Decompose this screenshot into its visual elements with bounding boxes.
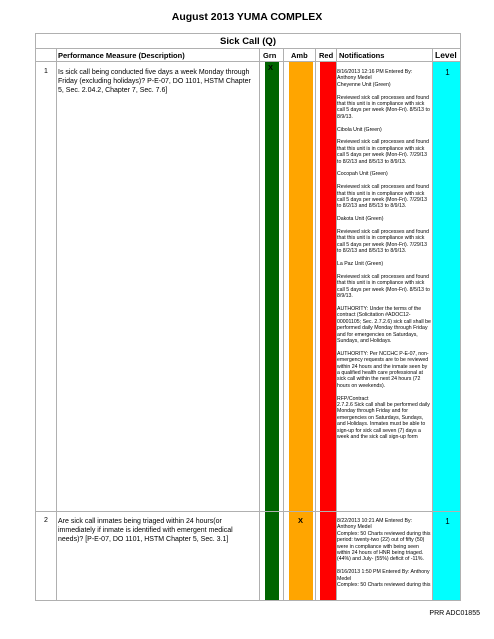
notification-text: Reviewed sick call processes and found that this unit is in compliance with sick call 5 days per week (Mon-Fri). 7/29/13 to 8/2/13 and 8/5/13 to 8/9/13. [337, 184, 429, 210]
notification-text: Reviewed sick call processes and found that this unit is in compliance with sick call 5 days per week (Mon-Fri). 8/5/13 to 8/9/13. [337, 273, 430, 300]
notification-text: RFP/Contract 2.7.2.6 Sick call shall be performed daily Monday through Friday and for emergencies on Saturdays, Sundays, and Holidays. Inmates must be able to sign-up for sick call seven (7) days a week and the sick call sign-up form [337, 395, 430, 440]
green-status-column [265, 62, 279, 600]
notification-text: Dakota Unit (Green) [337, 216, 384, 223]
notification-text: Reviewed sick call processes and found that this unit is in compliance with sick call 5 days per week (Mon-Fri). 7/29/13 to 8/2/13 and 8/5/13 to 8/9/13. [337, 139, 429, 165]
row-number: 2 [44, 517, 48, 524]
notification-text: Reviewed sick call processes and found that this unit is in compliance with sick call 5 days per week (Mon-Fri). 7/29/13 to 8/2/13 and 8/5/13 to 8/9/13. [337, 229, 429, 255]
grid-line [315, 49, 316, 600]
page-footer: PRR ADC01855 [429, 610, 480, 617]
col-amb-header: Amb [291, 51, 308, 60]
notification-text: Cibola Unit (Green) [337, 126, 382, 133]
col-red-header: Red [319, 51, 334, 60]
measure-description: Are sick call inmates being triaged within 24 hours(or immediately if inmate is identified with emergent medical needs)? [P-E-07, DO 1101, HSTM Chapter 5, Sec. 3.1] [58, 518, 233, 543]
col-measure-header: Performance Measure (Description) [58, 51, 185, 60]
notification-text: La Paz Unit (Green) [337, 261, 384, 268]
grid-line [283, 49, 284, 600]
notification-text: AUTHORITY: Per NCCHC P-E-07, non-emergency requests are to be reviewed within 24 hours and the inmate seen by a qualified health care professional at sick call within the next 24 hours (72 hours on weekends). [337, 350, 429, 389]
col-notifications-header: Notifications [339, 51, 385, 60]
notification-text: AUTHORITY: Under the terms of the contract (Solicitation #ADOC12-00001105; Sec. 2.7.2.6) sick call shall be performed daily Monday through Friday and for emergencies on Saturdays, Sundays, and Holidays. [337, 305, 431, 344]
section-title: Sick Call (Q) [36, 34, 460, 49]
green-mark: X [268, 63, 274, 72]
notification-text: 8/22/2013 10:21 AM Entered By: Anthony Medel Complex: 50 Charts reviewed during this period: twenty-two (22) out of fifty (50) were in compliance with being seen within 24 hours of HNR being triaged. (44%) and July- (55%) deficit of -11%. [337, 518, 431, 563]
col-level-header: Level [435, 50, 457, 60]
red-status-column [320, 62, 336, 600]
row-divider [36, 511, 460, 512]
notification-text: Reviewed sick call processes and found that this unit is in compliance with sick call 5 days per week (Mon-Fri). 8/5/13 to 8/9/13. [337, 94, 430, 120]
grid-line [56, 49, 57, 600]
notification-text: 8/16/2013 12:16 PM Entered By: Anthony Medel Cheyenne Unit (Green) [337, 69, 413, 88]
amber-mark: X [298, 516, 304, 525]
performance-table [35, 33, 461, 601]
notifications [337, 518, 431, 595]
notification-text: 8/16/2013 1:50 PM Entered By: Anthony Medel Complex: 50 Charts reviewed during this [337, 569, 431, 589]
notifications [337, 69, 431, 447]
row-number: 1 [44, 68, 48, 75]
level-value: 1 [445, 517, 450, 526]
level-value: 1 [445, 68, 450, 77]
grid-line [259, 49, 260, 600]
report-title: August 2013 YUMA COMPLEX [171, 11, 323, 23]
notification-text: Cocopah Unit (Green) [337, 171, 388, 178]
col-grn-header: Grn [263, 51, 277, 60]
measure-description: Is sick call being conducted five days a week Monday through Friday (excluding holidays)? P-E-07, DO 1101, HSTM Chapter 5, Sec. 2.04.2, Chapter 7, Sec. 7.6] [58, 69, 251, 94]
